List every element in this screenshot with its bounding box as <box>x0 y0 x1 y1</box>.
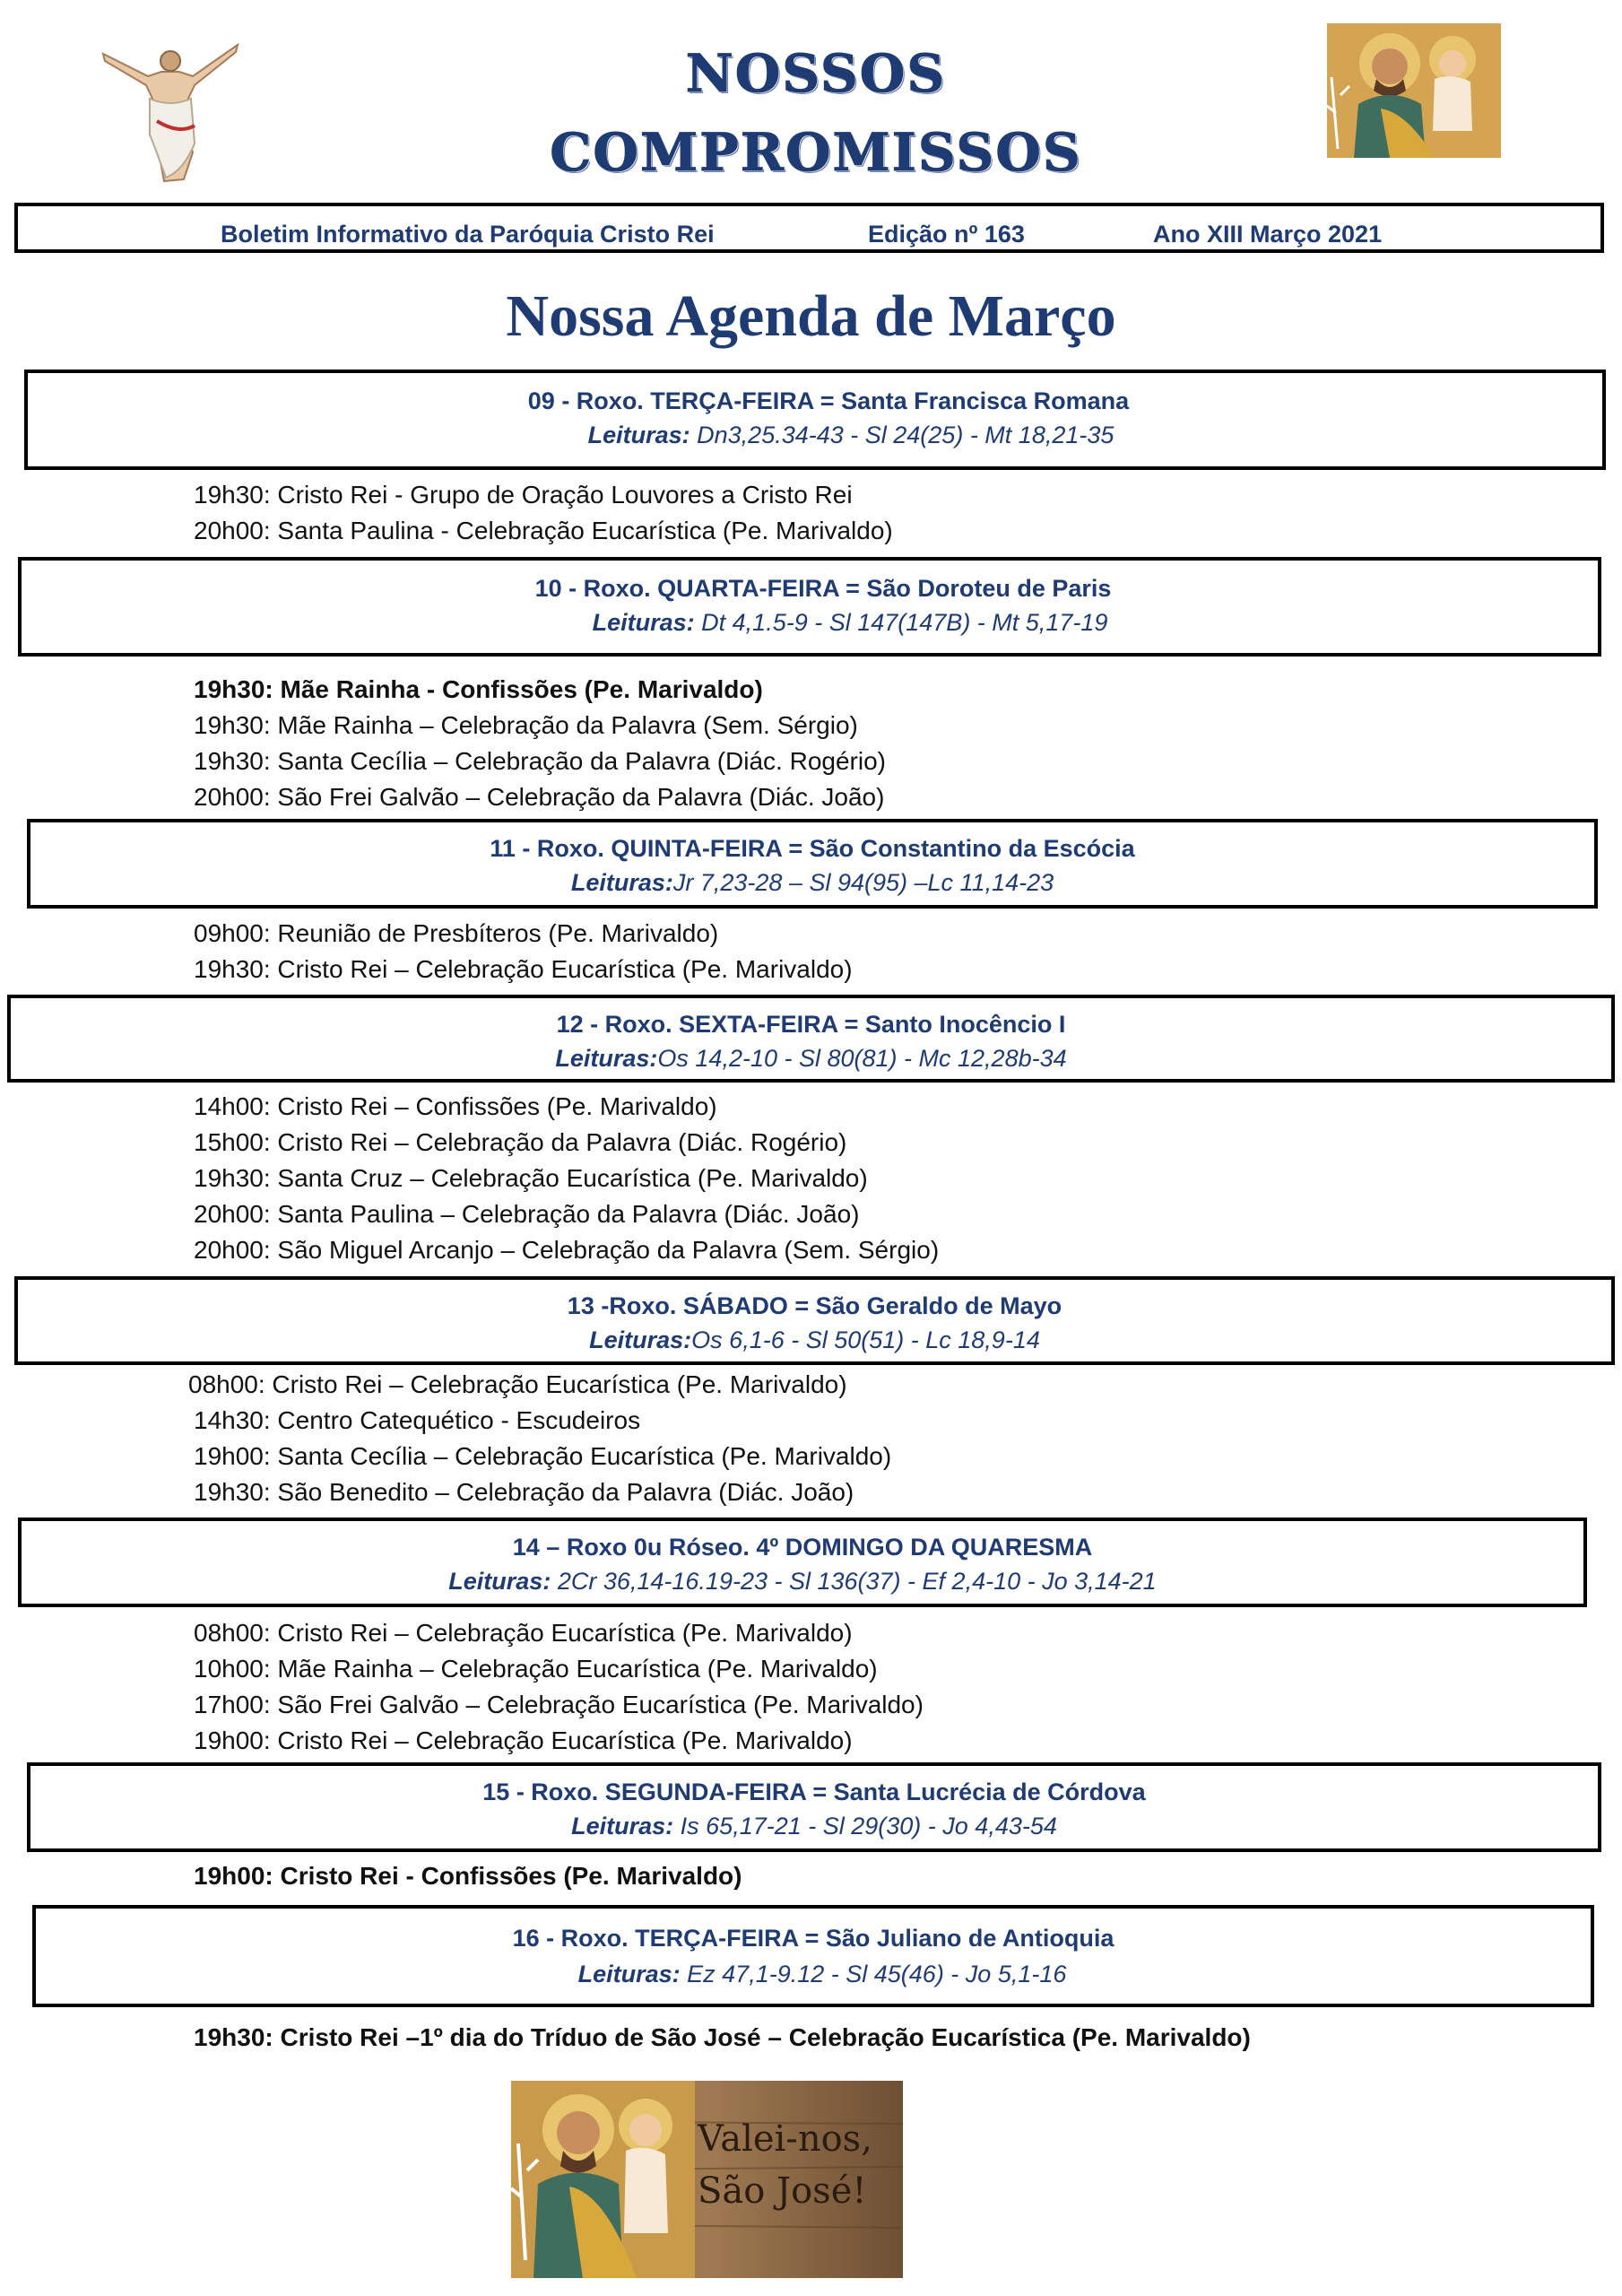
event-item: 15h00: Cristo Rei – Celebração da Palavra (Diác. Rogério) <box>194 1128 847 1156</box>
readings-label: Leituras: <box>577 1961 681 1987</box>
event-item: 19h00: Cristo Rei – Celebração Eucarística (Pe. Marivaldo) <box>194 1726 853 1754</box>
event-item: 19h30: Cristo Rei – Celebração Eucarística (Pe. Marivaldo) <box>194 955 853 983</box>
readings-text: Os 14,2-10 - Sl 80(81) - Mc 12,28b-34 <box>657 1045 1067 1072</box>
readings-label: Leituras: <box>587 422 690 448</box>
day-readings <box>11 1045 1611 1073</box>
day-title: 10 - Roxo. QUARTA-FEIRA = São Doroteu de Paris <box>534 575 1112 602</box>
event-item: 19h30: Santa Cruz – Celebração Eucarística (Pe. Marivaldo) <box>194 1164 868 1192</box>
day-box-16 <box>32 1905 1594 2007</box>
readings-text: Dt 4,1.5-9 - Sl 147(147B) - Mt 5,17-19 <box>701 609 1108 636</box>
day-box-09 <box>24 370 1606 470</box>
readings-text: Jr 7,23-28 – Sl 94(95) –Lc 11,14-23 <box>672 869 1054 896</box>
day-box-12 <box>7 995 1615 1083</box>
day-title: 14 – Roxo 0u Róseo. 4º DOMINGO DA QUARESMA <box>512 1534 1093 1561</box>
event-item: 19h00: Santa Cecília – Celebração Eucarística (Pe. Marivaldo) <box>194 1442 892 1470</box>
readings-text: 2Cr 36,14-16.19-23 - Sl 136(37) - Ef 2,4-10 - Jo 3,14-21 <box>557 1568 1157 1595</box>
readings-text: Os 6,1-6 - Sl 50(51) - Lc 18,9-14 <box>691 1326 1040 1353</box>
event-item: 20h00: São Frei Galvão – Celebração da Palavra (Diác. João) <box>194 783 885 811</box>
valei-nos-sao-jose-image <box>511 2081 903 2278</box>
caption-line-1: Valei-nos, <box>698 2118 872 2160</box>
day-readings <box>18 1326 1611 1354</box>
readings-label: Leituras: <box>570 869 673 896</box>
day-box-10 <box>18 557 1601 657</box>
event-item: 14h30: Centro Catequético - Escudeiros <box>194 1406 641 1434</box>
readings-text: Is 65,17-21 - Sl 29(30) - Jo 4,43-54 <box>680 1813 1057 1839</box>
event-item: 09h00: Reunião de Presbíteros (Pe. Marivaldo) <box>194 919 719 947</box>
event-item: 19h30: Mãe Rainha – Celebração da Palavra (Sem. Sérgio) <box>194 711 858 739</box>
day-title: 13 -Roxo. SÁBADO = São Geraldo de Mayo <box>567 1292 1063 1319</box>
event-item: 17h00: São Frei Galvão – Celebração Eucarística (Pe. Marivaldo) <box>194 1691 924 1718</box>
day-box-13 <box>14 1276 1615 1365</box>
event-item: 19h30: Cristo Rei –1º dia do Tríduo de São José – Celebração Eucarística (Pe. Marivaldo) <box>194 2023 1251 2051</box>
event-item: 19h30: Cristo Rei - Grupo de Oração Louvores a Cristo Rei <box>194 481 853 509</box>
event-item: 08h00: Cristo Rei – Celebração Eucarística (Pe. Marivaldo) <box>188 1370 847 1398</box>
day-readings <box>30 869 1594 897</box>
readings-label: Leituras: <box>592 609 695 636</box>
day-readings <box>22 609 1598 637</box>
event-item: 20h00: Santa Paulina – Celebração da Palavra (Diác. João) <box>194 1200 860 1228</box>
readings-label: Leituras: <box>589 1326 692 1353</box>
event-item: 19h30: Santa Cecília – Celebração da Palavra (Diác. Rogério) <box>194 747 886 775</box>
event-item: 19h30: São Benedito – Celebração da Palavra (Diác. João) <box>194 1478 854 1506</box>
event-item: 08h00: Cristo Rei – Celebração Eucarística (Pe. Marivaldo) <box>194 1619 853 1647</box>
year-month: Ano XIII Março 2021 <box>1153 221 1383 248</box>
page-title <box>502 34 1130 192</box>
day-title: 15 - Roxo. SEGUNDA-FEIRA = Santa Lucrécia de Córdova <box>482 1779 1146 1805</box>
day-title: 09 - Roxo. TERÇA-FEIRA = Santa Francisca Romana <box>527 387 1130 414</box>
day-title: 11 - Roxo. QUINTA-FEIRA = São Constantino da Escócia <box>490 835 1135 862</box>
day-readings <box>22 1568 1583 1596</box>
title-line-1: NOSSOS <box>685 43 947 104</box>
readings-label: Leituras: <box>555 1045 658 1072</box>
readings-label: Leituras: <box>571 1813 674 1839</box>
readings-label: Leituras: <box>448 1568 551 1595</box>
title-line-2: COMPROMISSOS <box>550 122 1082 183</box>
day-title: 16 - Roxo. TERÇA-FEIRA = São Juliano de Antioquia <box>512 1925 1115 1952</box>
bulletin-name: Boletim Informativo da Paróquia Cristo Rei <box>221 221 715 248</box>
day-readings <box>36 1961 1591 1988</box>
image-caption <box>698 2113 872 2217</box>
risen-christ-image <box>94 36 247 184</box>
bulletin-info-bar <box>14 203 1604 253</box>
edition-number: Edição nº 163 <box>868 221 1025 248</box>
day-box-14 <box>18 1518 1587 1607</box>
readings-text: Ez 47,1-9.12 - Sl 45(46) - Jo 5,1-16 <box>687 1961 1067 1987</box>
event-item: 19h00: Cristo Rei - Confissões (Pe. Marivaldo) <box>194 1862 742 1890</box>
day-box-15 <box>27 1762 1601 1852</box>
day-title: 12 - Roxo. SEXTA-FEIRA = Santo Inocêncio I <box>556 1011 1066 1038</box>
event-item: 14h00: Cristo Rei – Confissões (Pe. Marivaldo) <box>194 1092 717 1120</box>
readings-text: Dn3,25.34-43 - Sl 24(25) - Mt 18,21-35 <box>697 422 1115 448</box>
caption-line-2: São José! <box>698 2170 867 2212</box>
event-item: 20h00: Santa Paulina - Celebração Eucarística (Pe. Marivaldo) <box>194 517 893 544</box>
agenda-title: Nossa Agenda de Março <box>506 283 1116 349</box>
day-readings <box>28 422 1602 449</box>
event-item: 10h00: Mãe Rainha – Celebração Eucarística (Pe. Marivaldo) <box>194 1655 878 1683</box>
day-readings <box>30 1813 1598 1840</box>
event-item: 19h30: Mãe Rainha - Confissões (Pe. Marivaldo) <box>194 675 763 703</box>
saint-joseph-image <box>1327 23 1501 158</box>
day-box-11 <box>27 819 1598 909</box>
event-item: 20h00: São Miguel Arcanjo – Celebração da Palavra (Sem. Sérgio) <box>194 1236 940 1264</box>
